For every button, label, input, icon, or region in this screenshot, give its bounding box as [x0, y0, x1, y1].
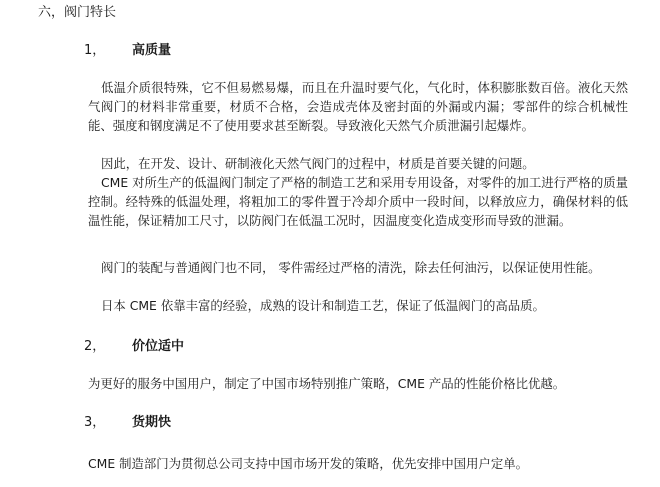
section-3-number: 3， [84, 415, 106, 430]
section-3-title: 货期快 [132, 415, 172, 430]
section-1-paragraph-4: 阀门的装配与普通阀门也不同， 零件需经过严格的清洗，除去任何油污，以保证使用性能。 [101, 260, 601, 275]
section-1-paragraph-3: CME 对所生产的低温阀门制定了严格的制造工艺和采用专用设备，对零件的加工进行严格的质量控制。经特殊的低温处理，将粗加工的零件置于冷却介质中一段时间，以释放应力，确保材料的低温性能，保证精加工尺寸，以防阀门在低温工况时，因温度变化造成变形而导致的泄漏。 [88, 175, 628, 228]
section-1-title: 高质量 [132, 43, 172, 58]
section-1-number: 1， [84, 43, 106, 58]
section-1-paragraph-1: 低温介质很特殊，它不但易燃易爆，而且在升温时要气化，气化时，体积膨胀数百倍。液化天然气阀门的材料非常重要，材质不合格，会造成壳体及密封面的外漏或内漏；零部件的综合机械性能、强度和钢度满足不了使用要求甚至断裂。导致液化天然气介质泄漏引起爆炸。 [88, 80, 628, 133]
section-heading: 六，阀门特长 [38, 5, 117, 20]
section-2-number: 2， [84, 339, 106, 354]
section-3-paragraph-1: CME 制造部门为贯彻总公司支持中国市场开发的策略，优先安排中国用户定单。 [88, 456, 528, 471]
section-1-paragraph-2: 因此，在开发、设计、研制液化天然气阀门的过程中，材质是首要关键的问题。 [101, 156, 535, 171]
section-2-title: 价位适中 [132, 339, 185, 354]
section-1-paragraph-5: 日本 CME 依靠丰富的经验，成熟的设计和制造工艺，保证了低温阀门的高品质。 [101, 298, 545, 313]
section-2-paragraph-1: 为更好的服务中国用户，制定了中国市场特别推广策略，CME 产品的性能价格比优越。 [88, 376, 566, 391]
